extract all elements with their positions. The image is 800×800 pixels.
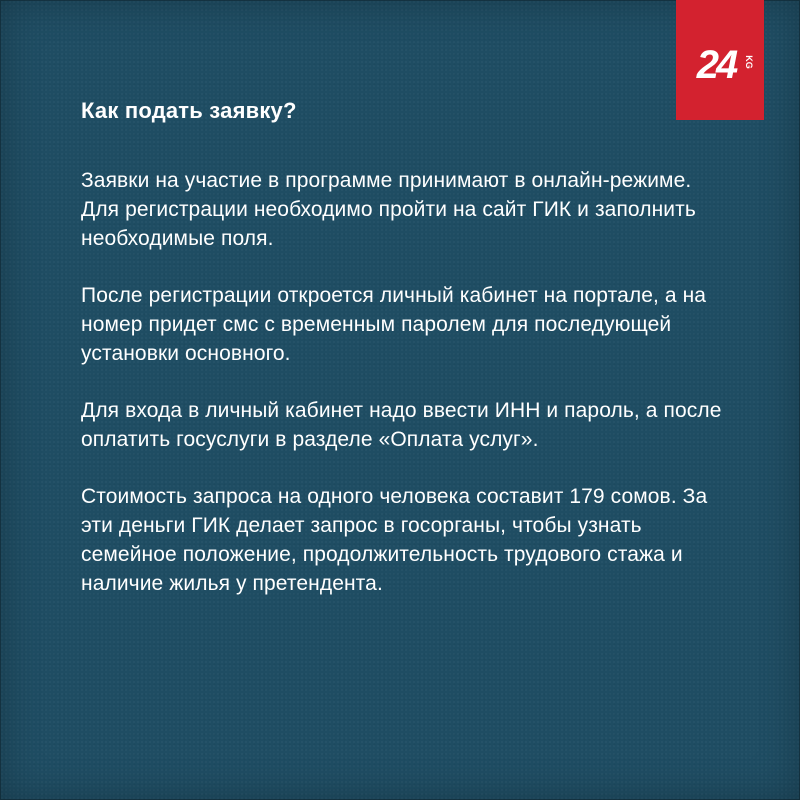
paragraph-3: Для входа в личный кабинет надо ввести ИНН и пароль, а после оплатить госуслуги в разделе «Оплата услуг». xyxy=(81,399,722,451)
article-content xyxy=(81,96,731,626)
paragraph-4: Стоимость запроса на одного человека составит 179 сомов. За эти деньги ГИК делает запрос в госорганы, чтобы узнать семейное положение, продолжительность трудового стажа и наличие жилья у претендента. xyxy=(81,485,708,595)
paragraph-2: После регистрации откроется личный кабинет на портале, а на номер придет смс с временным паролем для последующей установки основного. xyxy=(81,284,707,365)
brand-logo-text: 24 xyxy=(696,43,736,87)
article-heading: Как подать заявку? xyxy=(81,98,297,123)
brand-logo-suffix: KG xyxy=(744,55,754,69)
paragraph-1: Заявки на участие в программе принимают в онлайн-режиме. Для регистрации необходимо пройти на сайт ГИК и заполнить необходимые поля. xyxy=(81,169,696,250)
